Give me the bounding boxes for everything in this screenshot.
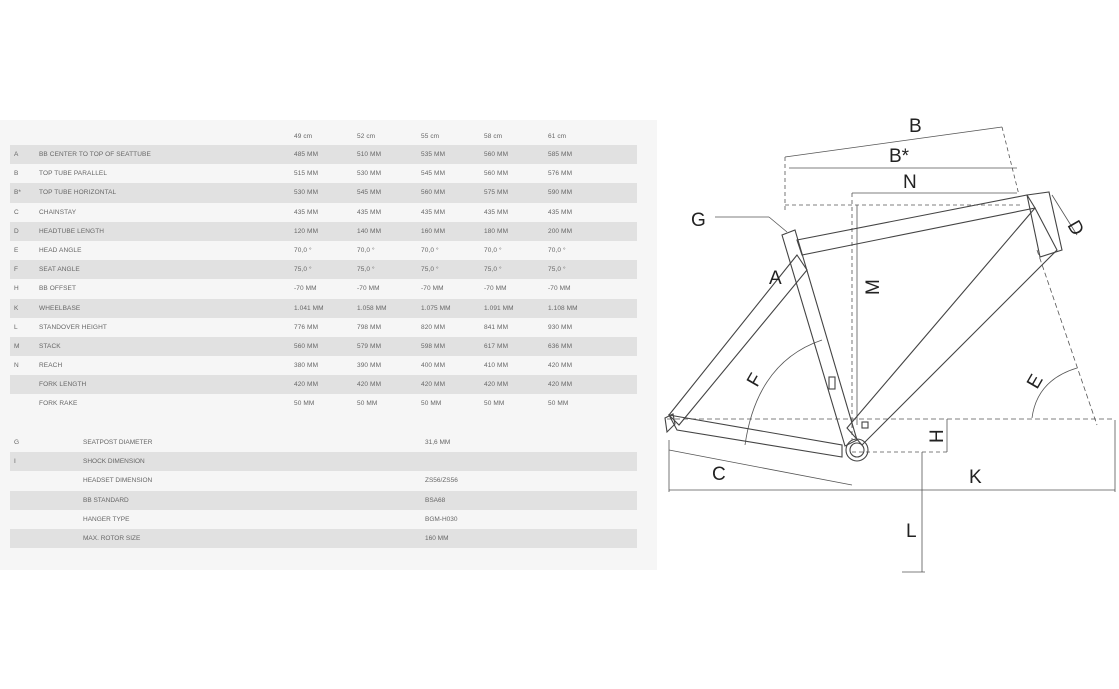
row-value: 590 MM xyxy=(548,189,573,197)
table-row xyxy=(10,203,637,222)
head-tube xyxy=(1027,192,1062,257)
row-value: 579 MM xyxy=(357,342,382,350)
row-label: SEAT ANGLE xyxy=(39,266,80,274)
dim-line-c xyxy=(669,450,852,485)
spec-row xyxy=(10,433,637,452)
row-value: -70 MM xyxy=(484,285,507,293)
row-value: 50 MM xyxy=(484,400,505,408)
down-tube xyxy=(847,208,1057,445)
row-value: 545 MM xyxy=(357,189,382,197)
row-value: 820 MM xyxy=(421,323,446,331)
spec-code: I xyxy=(14,458,16,466)
row-value: 1.041 MM xyxy=(294,304,324,312)
geometry-table xyxy=(10,128,637,414)
row-label: REACH xyxy=(39,362,63,370)
spec-label: SHOCK DIMENSION xyxy=(83,458,145,466)
row-value: 530 MM xyxy=(294,189,319,197)
row-label: BB CENTER TO TOP OF SEATTUBE xyxy=(39,151,151,158)
row-value: 75,0 ° xyxy=(421,266,439,274)
frame-geometry-diagram xyxy=(657,100,1119,580)
row-value: 410 MM xyxy=(484,362,509,370)
spec-value: 160 MM xyxy=(425,534,449,542)
row-value: 617 MM xyxy=(484,342,509,350)
row-value: 545 MM xyxy=(421,170,446,178)
row-value: 70,0 ° xyxy=(548,246,566,254)
row-value: -70 MM xyxy=(421,285,444,293)
row-value: 435 MM xyxy=(357,208,382,216)
row-value: 1.058 MM xyxy=(357,304,387,312)
row-value: 420 MM xyxy=(294,381,319,389)
row-value: 70,0 ° xyxy=(294,246,312,254)
table-row xyxy=(10,222,637,241)
row-value: 560 MM xyxy=(421,189,446,197)
table-row xyxy=(10,394,637,413)
spec-label: HEADSET DIMENSION xyxy=(83,477,153,485)
row-value: 180 MM xyxy=(484,227,509,235)
table-row xyxy=(10,356,637,375)
cable-port xyxy=(829,377,835,389)
row-value: 50 MM xyxy=(421,400,442,408)
spec-value: BSA68 xyxy=(425,496,446,504)
row-value: 75,0 ° xyxy=(357,266,375,274)
row-value: 515 MM xyxy=(294,170,319,178)
row-value: 50 MM xyxy=(548,400,569,408)
label-e: E xyxy=(1023,371,1048,393)
row-value: -70 MM xyxy=(294,285,317,293)
row-value: 75,0 ° xyxy=(294,266,312,274)
row-value: 1.091 MM xyxy=(484,304,514,312)
row-value: 75,0 ° xyxy=(484,266,502,274)
row-value: 160 MM xyxy=(421,227,446,235)
head-angle-arc xyxy=(1032,368,1077,418)
spec-row xyxy=(10,529,637,548)
bottom-bracket-inner xyxy=(850,443,864,457)
size-header: 55 cm xyxy=(421,133,440,140)
spec-value: ZS56/ZS56 xyxy=(425,477,458,485)
dim-ext xyxy=(1002,127,1019,195)
spec-value: BGM-H030 xyxy=(425,515,458,523)
row-code: M xyxy=(14,342,20,350)
label-b: B xyxy=(909,116,922,137)
spec-label: BB STANDARD xyxy=(83,496,129,504)
spec-table xyxy=(10,433,637,548)
table-row xyxy=(10,299,637,318)
row-value: 798 MM xyxy=(357,323,382,331)
row-value: -70 MM xyxy=(548,285,571,293)
label-bstar: B* xyxy=(889,146,910,167)
label-k: K xyxy=(969,467,982,488)
row-value: 420 MM xyxy=(421,381,446,389)
row-value: 1.075 MM xyxy=(421,304,451,312)
table-row xyxy=(10,375,637,394)
frame-outline xyxy=(665,192,1062,461)
table-row xyxy=(10,241,637,260)
row-value: 585 MM xyxy=(548,151,573,158)
row-value: 50 MM xyxy=(294,400,315,408)
row-label: HEADTUBE LENGTH xyxy=(39,227,105,235)
bottom-bracket xyxy=(846,439,868,461)
row-label: CHAINSTAY xyxy=(39,208,77,216)
table-row xyxy=(10,260,637,279)
row-code: N xyxy=(14,362,19,370)
row-code: E xyxy=(14,246,19,254)
row-value: 435 MM xyxy=(548,208,573,216)
row-code: C xyxy=(14,208,19,216)
spec-label: HANGER TYPE xyxy=(83,515,130,523)
top-tube xyxy=(797,195,1035,255)
row-value: 576 MM xyxy=(548,170,573,178)
row-value: 841 MM xyxy=(484,323,509,331)
size-header-row xyxy=(10,128,637,145)
spec-code: G xyxy=(14,439,20,446)
row-code: A xyxy=(14,151,19,158)
row-label: BB OFFSET xyxy=(39,285,77,293)
cable-guide xyxy=(862,422,868,428)
row-value: 400 MM xyxy=(421,362,446,370)
row-value: 200 MM xyxy=(548,227,573,235)
row-label: FORK LENGTH xyxy=(39,381,87,389)
size-header: 49 cm xyxy=(294,133,313,140)
row-label: STACK xyxy=(39,342,61,350)
geometry-rows xyxy=(10,145,637,414)
row-value: 485 MM xyxy=(294,151,319,158)
row-label: STANDOVER HEIGHT xyxy=(39,323,107,331)
row-value: 930 MM xyxy=(548,323,573,331)
row-value: 50 MM xyxy=(357,400,378,408)
row-label: TOP TUBE PARALLEL xyxy=(39,170,108,178)
row-value: 70,0 ° xyxy=(484,246,502,254)
spec-row xyxy=(10,491,637,510)
row-value: 560 MM xyxy=(484,170,509,178)
spec-row xyxy=(10,471,637,490)
row-code: D xyxy=(14,227,19,235)
table-row xyxy=(10,318,637,337)
row-value: 380 MM xyxy=(294,362,319,370)
seat-angle-arc xyxy=(745,340,822,445)
head-angle-line xyxy=(1037,250,1097,425)
row-value: 530 MM xyxy=(357,170,382,178)
table-row xyxy=(10,337,637,356)
spec-row xyxy=(10,510,637,529)
size-header: 58 cm xyxy=(484,133,503,140)
row-label: TOP TUBE HORIZONTAL xyxy=(39,189,117,197)
row-code: F xyxy=(14,266,19,274)
row-value: 140 MM xyxy=(357,227,382,235)
row-value: 560 MM xyxy=(484,151,509,158)
spec-label: SEATPOST DIAMETER xyxy=(83,439,153,446)
row-value: 636 MM xyxy=(548,342,573,350)
row-value: 70,0 ° xyxy=(421,246,439,254)
row-value: -70 MM xyxy=(357,285,380,293)
row-value: 120 MM xyxy=(294,227,319,235)
table-row xyxy=(10,145,637,164)
size-header: 61 cm xyxy=(548,133,567,140)
row-value: 598 MM xyxy=(421,342,446,350)
row-value: 435 MM xyxy=(421,208,446,216)
spec-label: MAX. ROTOR SIZE xyxy=(83,534,141,542)
label-a: A xyxy=(769,268,782,289)
row-value: 390 MM xyxy=(357,362,382,370)
row-code: B xyxy=(14,170,19,178)
row-label: WHEELBASE xyxy=(39,304,81,312)
row-value: 420 MM xyxy=(357,381,382,389)
table-row xyxy=(10,164,637,183)
row-value: 560 MM xyxy=(294,342,319,350)
row-code: H xyxy=(14,285,19,293)
row-value: 776 MM xyxy=(294,323,319,331)
row-value: 420 MM xyxy=(548,362,573,370)
leader-g xyxy=(769,217,787,232)
row-code: K xyxy=(14,304,19,312)
row-label: HEAD ANGLE xyxy=(39,246,82,254)
row-label: FORK RAKE xyxy=(39,400,78,408)
spec-rows xyxy=(10,433,637,548)
row-value: 510 MM xyxy=(357,151,382,158)
label-d: D xyxy=(1062,217,1088,240)
row-value: 1.108 MM xyxy=(548,304,578,312)
row-value: 435 MM xyxy=(294,208,319,216)
label-n: N xyxy=(903,172,917,193)
row-value: 420 MM xyxy=(548,381,573,389)
label-h: H xyxy=(927,429,948,443)
row-value: 70,0 ° xyxy=(357,246,375,254)
table-row xyxy=(10,279,637,298)
row-value: 420 MM xyxy=(484,381,509,389)
label-g: G xyxy=(691,210,706,231)
size-header: 52 cm xyxy=(357,133,376,140)
row-value: 575 MM xyxy=(484,189,509,197)
row-value: 535 MM xyxy=(421,151,446,158)
seat-stay xyxy=(669,255,807,425)
row-code: L xyxy=(14,323,18,331)
chain-stay xyxy=(669,415,842,457)
spec-value: 31,6 MM xyxy=(425,439,451,446)
row-value: 435 MM xyxy=(484,208,509,216)
label-c: C xyxy=(712,464,726,485)
seat-tube xyxy=(782,230,857,446)
label-m: M xyxy=(863,279,884,295)
label-l: L xyxy=(906,521,917,542)
label-f: F xyxy=(743,369,768,391)
table-row xyxy=(10,183,637,202)
row-value: 75,0 ° xyxy=(548,266,566,274)
spec-row xyxy=(10,452,637,471)
row-code: B* xyxy=(14,189,22,197)
